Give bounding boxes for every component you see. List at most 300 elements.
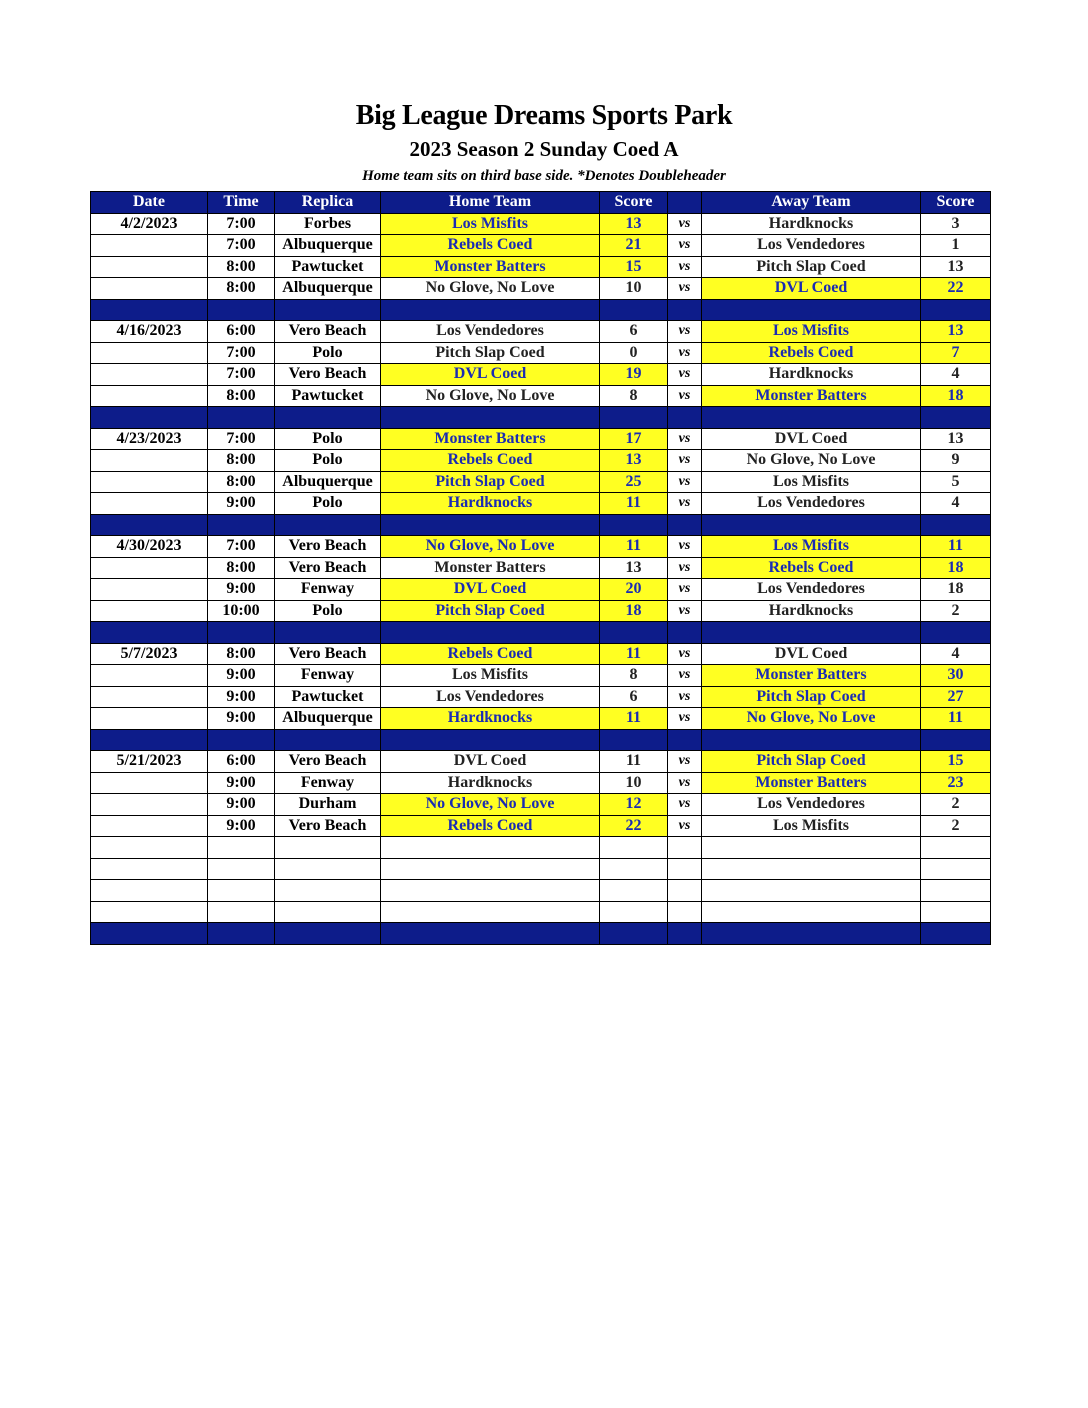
away-team-cell: Pitch Slap Coed xyxy=(702,256,921,278)
home-score-cell: 19 xyxy=(600,364,668,386)
separator-cell xyxy=(668,729,702,751)
empty-cell xyxy=(668,858,702,880)
vs-cell: vs xyxy=(668,557,702,579)
schedule-table xyxy=(90,191,991,945)
separator-cell xyxy=(208,622,275,644)
separator-cell xyxy=(275,299,381,321)
home-score-cell: 15 xyxy=(600,256,668,278)
empty-cell xyxy=(702,837,921,859)
replica-cell: Polo xyxy=(275,600,381,622)
empty-cell xyxy=(275,880,381,902)
time-cell: 7:00 xyxy=(208,536,275,558)
time-cell: 6:00 xyxy=(208,321,275,343)
separator-cell xyxy=(208,923,275,945)
home-team-cell: Pitch Slap Coed xyxy=(381,342,600,364)
empty-row xyxy=(91,837,991,859)
empty-cell xyxy=(600,858,668,880)
away-team-cell: Los Vendedores xyxy=(702,235,921,257)
vs-cell: vs xyxy=(668,471,702,493)
home-team-cell: Rebels Coed xyxy=(381,450,600,472)
separator-cell xyxy=(702,299,921,321)
away-team-cell: Rebels Coed xyxy=(702,342,921,364)
game-row xyxy=(91,342,991,364)
home-score-cell: 10 xyxy=(600,278,668,300)
separator-cell xyxy=(208,407,275,429)
separator-cell xyxy=(600,514,668,536)
separator-cell xyxy=(208,514,275,536)
replica-cell: Durham xyxy=(275,794,381,816)
replica-cell: Polo xyxy=(275,493,381,515)
away-score-cell: 18 xyxy=(921,579,991,601)
home-team-cell: Monster Batters xyxy=(381,256,600,278)
home-score-cell: 11 xyxy=(600,708,668,730)
separator-cell xyxy=(702,514,921,536)
home-score-cell: 21 xyxy=(600,235,668,257)
empty-cell xyxy=(208,880,275,902)
home-team-cell: No Glove, No Love xyxy=(381,385,600,407)
empty-cell xyxy=(600,837,668,859)
date-cell xyxy=(91,256,208,278)
empty-cell xyxy=(91,880,208,902)
away-team-cell: DVL Coed xyxy=(702,643,921,665)
replica-cell: Vero Beach xyxy=(275,364,381,386)
game-row xyxy=(91,751,991,773)
away-score-cell: 27 xyxy=(921,686,991,708)
time-cell: 8:00 xyxy=(208,278,275,300)
home-score-cell: 0 xyxy=(600,342,668,364)
empty-cell xyxy=(91,901,208,923)
home-score-cell: 17 xyxy=(600,428,668,450)
away-score-cell: 18 xyxy=(921,557,991,579)
week-separator-row xyxy=(91,514,991,536)
separator-cell xyxy=(275,923,381,945)
date-cell xyxy=(91,557,208,579)
away-team-cell: Los Misfits xyxy=(702,321,921,343)
time-cell: 8:00 xyxy=(208,450,275,472)
time-cell: 9:00 xyxy=(208,708,275,730)
away-score-cell: 7 xyxy=(921,342,991,364)
away-score-cell: 30 xyxy=(921,665,991,687)
replica-cell: Pawtucket xyxy=(275,385,381,407)
time-cell: 7:00 xyxy=(208,364,275,386)
home-score-cell: 8 xyxy=(600,665,668,687)
separator-cell xyxy=(275,622,381,644)
away-team-cell: Hardknocks xyxy=(702,600,921,622)
away-team-cell: Los Vendedores xyxy=(702,794,921,816)
time-cell: 7:00 xyxy=(208,235,275,257)
time-cell: 8:00 xyxy=(208,471,275,493)
replica-cell: Albuquerque xyxy=(275,235,381,257)
empty-cell xyxy=(381,880,600,902)
vs-cell: vs xyxy=(668,708,702,730)
vs-cell: vs xyxy=(668,815,702,837)
away-team-cell: No Glove, No Love xyxy=(702,708,921,730)
separator-cell xyxy=(91,299,208,321)
date-cell xyxy=(91,235,208,257)
vs-cell: vs xyxy=(668,428,702,450)
date-cell: 4/2/2023 xyxy=(91,213,208,235)
replica-cell: Polo xyxy=(275,342,381,364)
home-score-cell: 11 xyxy=(600,751,668,773)
home-score-cell: 18 xyxy=(600,600,668,622)
date-cell: 4/30/2023 xyxy=(91,536,208,558)
separator-cell xyxy=(208,729,275,751)
empty-cell xyxy=(702,880,921,902)
away-score-cell: 4 xyxy=(921,493,991,515)
empty-cell xyxy=(275,858,381,880)
separator-cell xyxy=(600,923,668,945)
table-header-row xyxy=(91,192,991,214)
vs-cell: vs xyxy=(668,213,702,235)
vs-cell: vs xyxy=(668,665,702,687)
away-score-cell: 22 xyxy=(921,278,991,300)
away-score-cell: 13 xyxy=(921,428,991,450)
empty-row xyxy=(91,901,991,923)
vs-cell: vs xyxy=(668,235,702,257)
home-score-cell: 6 xyxy=(600,321,668,343)
away-team-cell: Pitch Slap Coed xyxy=(702,751,921,773)
away-team-cell: Monster Batters xyxy=(702,665,921,687)
away-team-cell: Los Misfits xyxy=(702,815,921,837)
game-row xyxy=(91,708,991,730)
separator-cell xyxy=(91,514,208,536)
separator-cell xyxy=(91,729,208,751)
week-separator-row xyxy=(91,729,991,751)
game-row xyxy=(91,450,991,472)
away-team-cell: Rebels Coed xyxy=(702,557,921,579)
home-team-cell: Los Misfits xyxy=(381,665,600,687)
away-score-cell: 5 xyxy=(921,471,991,493)
column-header-vs xyxy=(668,192,702,214)
game-row xyxy=(91,794,991,816)
separator-cell xyxy=(381,299,600,321)
game-row xyxy=(91,579,991,601)
game-row xyxy=(91,665,991,687)
empty-cell xyxy=(921,837,991,859)
vs-cell: vs xyxy=(668,536,702,558)
date-cell xyxy=(91,665,208,687)
home-score-cell: 8 xyxy=(600,385,668,407)
home-team-cell: Rebels Coed xyxy=(381,815,600,837)
separator-cell xyxy=(600,299,668,321)
replica-cell: Vero Beach xyxy=(275,815,381,837)
home-score-cell: 13 xyxy=(600,213,668,235)
replica-cell: Polo xyxy=(275,450,381,472)
separator-cell xyxy=(91,923,208,945)
empty-cell xyxy=(208,858,275,880)
empty-cell xyxy=(275,901,381,923)
away-score-cell: 9 xyxy=(921,450,991,472)
game-row xyxy=(91,815,991,837)
separator-cell xyxy=(600,729,668,751)
home-score-cell: 10 xyxy=(600,772,668,794)
separator-cell xyxy=(381,729,600,751)
date-cell xyxy=(91,493,208,515)
vs-cell: vs xyxy=(668,364,702,386)
home-team-cell: Hardknocks xyxy=(381,772,600,794)
game-row xyxy=(91,471,991,493)
empty-cell xyxy=(381,837,600,859)
home-team-cell: Pitch Slap Coed xyxy=(381,600,600,622)
separator-cell xyxy=(702,729,921,751)
away-team-cell: No Glove, No Love xyxy=(702,450,921,472)
separator-cell xyxy=(600,407,668,429)
empty-row xyxy=(91,880,991,902)
empty-cell xyxy=(91,837,208,859)
vs-cell: vs xyxy=(668,342,702,364)
time-cell: 9:00 xyxy=(208,815,275,837)
game-row xyxy=(91,686,991,708)
column-header-away-team: Away Team xyxy=(702,192,921,214)
date-cell: 5/7/2023 xyxy=(91,643,208,665)
away-team-cell: DVL Coed xyxy=(702,278,921,300)
empty-cell xyxy=(381,901,600,923)
vs-cell: vs xyxy=(668,256,702,278)
empty-cell xyxy=(208,901,275,923)
vs-cell: vs xyxy=(668,600,702,622)
away-score-cell: 4 xyxy=(921,364,991,386)
schedule-body xyxy=(91,213,991,944)
separator-cell xyxy=(381,923,600,945)
schedule-note: Home team sits on third base side. *Denotes Doubleheader xyxy=(362,168,726,184)
empty-cell xyxy=(921,858,991,880)
vs-cell: vs xyxy=(668,579,702,601)
game-row xyxy=(91,772,991,794)
separator-cell xyxy=(921,514,991,536)
replica-cell: Albuquerque xyxy=(275,278,381,300)
game-row xyxy=(91,643,991,665)
time-cell: 9:00 xyxy=(208,665,275,687)
home-score-cell: 20 xyxy=(600,579,668,601)
date-cell xyxy=(91,471,208,493)
home-team-cell: Monster Batters xyxy=(381,557,600,579)
vs-cell: vs xyxy=(668,751,702,773)
date-cell xyxy=(91,794,208,816)
game-row xyxy=(91,600,991,622)
week-separator-row xyxy=(91,407,991,429)
replica-cell: Albuquerque xyxy=(275,471,381,493)
empty-cell xyxy=(600,901,668,923)
empty-cell xyxy=(921,880,991,902)
page-title: Big League Dreams Sports Park xyxy=(355,100,733,131)
time-cell: 7:00 xyxy=(208,213,275,235)
separator-cell xyxy=(275,514,381,536)
away-team-cell: Los Vendedores xyxy=(702,579,921,601)
away-score-cell: 2 xyxy=(921,600,991,622)
away-team-cell: Los Misfits xyxy=(702,536,921,558)
replica-cell: Vero Beach xyxy=(275,643,381,665)
away-team-cell: Los Vendedores xyxy=(702,493,921,515)
separator-cell xyxy=(702,923,921,945)
replica-cell: Pawtucket xyxy=(275,686,381,708)
empty-cell xyxy=(600,880,668,902)
separator-cell xyxy=(668,514,702,536)
game-row xyxy=(91,278,991,300)
time-cell: 9:00 xyxy=(208,772,275,794)
home-team-cell: DVL Coed xyxy=(381,751,600,773)
game-row xyxy=(91,235,991,257)
away-team-cell: Monster Batters xyxy=(702,385,921,407)
empty-cell xyxy=(921,901,991,923)
vs-cell: vs xyxy=(668,278,702,300)
replica-cell: Vero Beach xyxy=(275,536,381,558)
home-team-cell: Rebels Coed xyxy=(381,235,600,257)
date-cell xyxy=(91,342,208,364)
empty-cell xyxy=(208,837,275,859)
time-cell: 8:00 xyxy=(208,557,275,579)
separator-cell xyxy=(381,514,600,536)
separator-cell xyxy=(668,299,702,321)
separator-cell xyxy=(921,729,991,751)
home-team-cell: Los Misfits xyxy=(381,213,600,235)
vs-cell: vs xyxy=(668,686,702,708)
home-team-cell: DVL Coed xyxy=(381,364,600,386)
replica-cell: Pawtucket xyxy=(275,256,381,278)
home-score-cell: 22 xyxy=(600,815,668,837)
home-score-cell: 13 xyxy=(600,557,668,579)
home-team-cell: Monster Batters xyxy=(381,428,600,450)
away-team-cell: Hardknocks xyxy=(702,364,921,386)
away-team-cell: Monster Batters xyxy=(702,772,921,794)
home-team-cell: No Glove, No Love xyxy=(381,278,600,300)
home-score-cell: 12 xyxy=(600,794,668,816)
time-cell: 7:00 xyxy=(208,428,275,450)
home-score-cell: 11 xyxy=(600,536,668,558)
replica-cell: Albuquerque xyxy=(275,708,381,730)
empty-cell xyxy=(275,837,381,859)
week-separator-row xyxy=(91,622,991,644)
date-cell xyxy=(91,772,208,794)
week-separator-row xyxy=(91,923,991,945)
away-score-cell: 11 xyxy=(921,536,991,558)
home-team-cell: Hardknocks xyxy=(381,708,600,730)
vs-cell: vs xyxy=(668,321,702,343)
separator-cell xyxy=(921,923,991,945)
column-header-date: Date xyxy=(91,192,208,214)
date-cell xyxy=(91,364,208,386)
date-cell xyxy=(91,278,208,300)
column-header-home-score: Score xyxy=(600,192,668,214)
replica-cell: Fenway xyxy=(275,772,381,794)
away-score-cell: 4 xyxy=(921,643,991,665)
away-team-cell: Pitch Slap Coed xyxy=(702,686,921,708)
home-team-cell: Rebels Coed xyxy=(381,643,600,665)
separator-cell xyxy=(921,407,991,429)
replica-cell: Fenway xyxy=(275,579,381,601)
away-score-cell: 2 xyxy=(921,794,991,816)
replica-cell: Vero Beach xyxy=(275,321,381,343)
game-row xyxy=(91,536,991,558)
home-score-cell: 13 xyxy=(600,450,668,472)
date-cell: 4/23/2023 xyxy=(91,428,208,450)
separator-cell xyxy=(91,407,208,429)
time-cell: 10:00 xyxy=(208,600,275,622)
home-team-cell: Hardknocks xyxy=(381,493,600,515)
column-header-home-team: Home Team xyxy=(381,192,600,214)
time-cell: 9:00 xyxy=(208,794,275,816)
replica-cell: Forbes xyxy=(275,213,381,235)
empty-cell xyxy=(91,858,208,880)
date-cell xyxy=(91,686,208,708)
game-row xyxy=(91,493,991,515)
separator-cell xyxy=(668,407,702,429)
game-row xyxy=(91,321,991,343)
separator-cell xyxy=(668,923,702,945)
separator-cell xyxy=(381,622,600,644)
vs-cell: vs xyxy=(668,643,702,665)
home-team-cell: Los Vendedores xyxy=(381,686,600,708)
separator-cell xyxy=(208,299,275,321)
replica-cell: Fenway xyxy=(275,665,381,687)
time-cell: 9:00 xyxy=(208,686,275,708)
home-score-cell: 11 xyxy=(600,493,668,515)
time-cell: 8:00 xyxy=(208,385,275,407)
date-cell xyxy=(91,450,208,472)
vs-cell: vs xyxy=(668,450,702,472)
column-header-replica: Replica xyxy=(275,192,381,214)
separator-cell xyxy=(275,407,381,429)
home-team-cell: DVL Coed xyxy=(381,579,600,601)
home-team-cell: No Glove, No Love xyxy=(381,794,600,816)
away-score-cell: 3 xyxy=(921,213,991,235)
date-cell xyxy=(91,385,208,407)
time-cell: 6:00 xyxy=(208,751,275,773)
away-score-cell: 11 xyxy=(921,708,991,730)
game-row xyxy=(91,364,991,386)
date-cell xyxy=(91,815,208,837)
time-cell: 9:00 xyxy=(208,579,275,601)
empty-cell xyxy=(668,837,702,859)
game-row xyxy=(91,213,991,235)
separator-cell xyxy=(921,299,991,321)
game-row xyxy=(91,428,991,450)
home-team-cell: No Glove, No Love xyxy=(381,536,600,558)
home-score-cell: 6 xyxy=(600,686,668,708)
week-separator-row xyxy=(91,299,991,321)
separator-cell xyxy=(668,622,702,644)
page-subtitle: 2023 Season 2 Sunday Coed A xyxy=(409,137,679,161)
separator-cell xyxy=(381,407,600,429)
separator-cell xyxy=(275,729,381,751)
replica-cell: Polo xyxy=(275,428,381,450)
separator-cell xyxy=(921,622,991,644)
away-team-cell: Los Misfits xyxy=(702,471,921,493)
separator-cell xyxy=(702,622,921,644)
vs-cell: vs xyxy=(668,772,702,794)
empty-cell xyxy=(668,901,702,923)
replica-cell: Vero Beach xyxy=(275,751,381,773)
away-score-cell: 23 xyxy=(921,772,991,794)
time-cell: 8:00 xyxy=(208,256,275,278)
date-cell: 5/21/2023 xyxy=(91,751,208,773)
away-score-cell: 15 xyxy=(921,751,991,773)
empty-cell xyxy=(702,858,921,880)
home-score-cell: 11 xyxy=(600,643,668,665)
home-team-cell: Pitch Slap Coed xyxy=(381,471,600,493)
away-score-cell: 1 xyxy=(921,235,991,257)
home-team-cell: Los Vendedores xyxy=(381,321,600,343)
separator-cell xyxy=(91,622,208,644)
away-score-cell: 18 xyxy=(921,385,991,407)
date-cell xyxy=(91,579,208,601)
vs-cell: vs xyxy=(668,385,702,407)
date-cell: 4/16/2023 xyxy=(91,321,208,343)
game-row xyxy=(91,256,991,278)
away-team-cell: Hardknocks xyxy=(702,213,921,235)
away-score-cell: 13 xyxy=(921,321,991,343)
empty-row xyxy=(91,858,991,880)
date-cell xyxy=(91,708,208,730)
